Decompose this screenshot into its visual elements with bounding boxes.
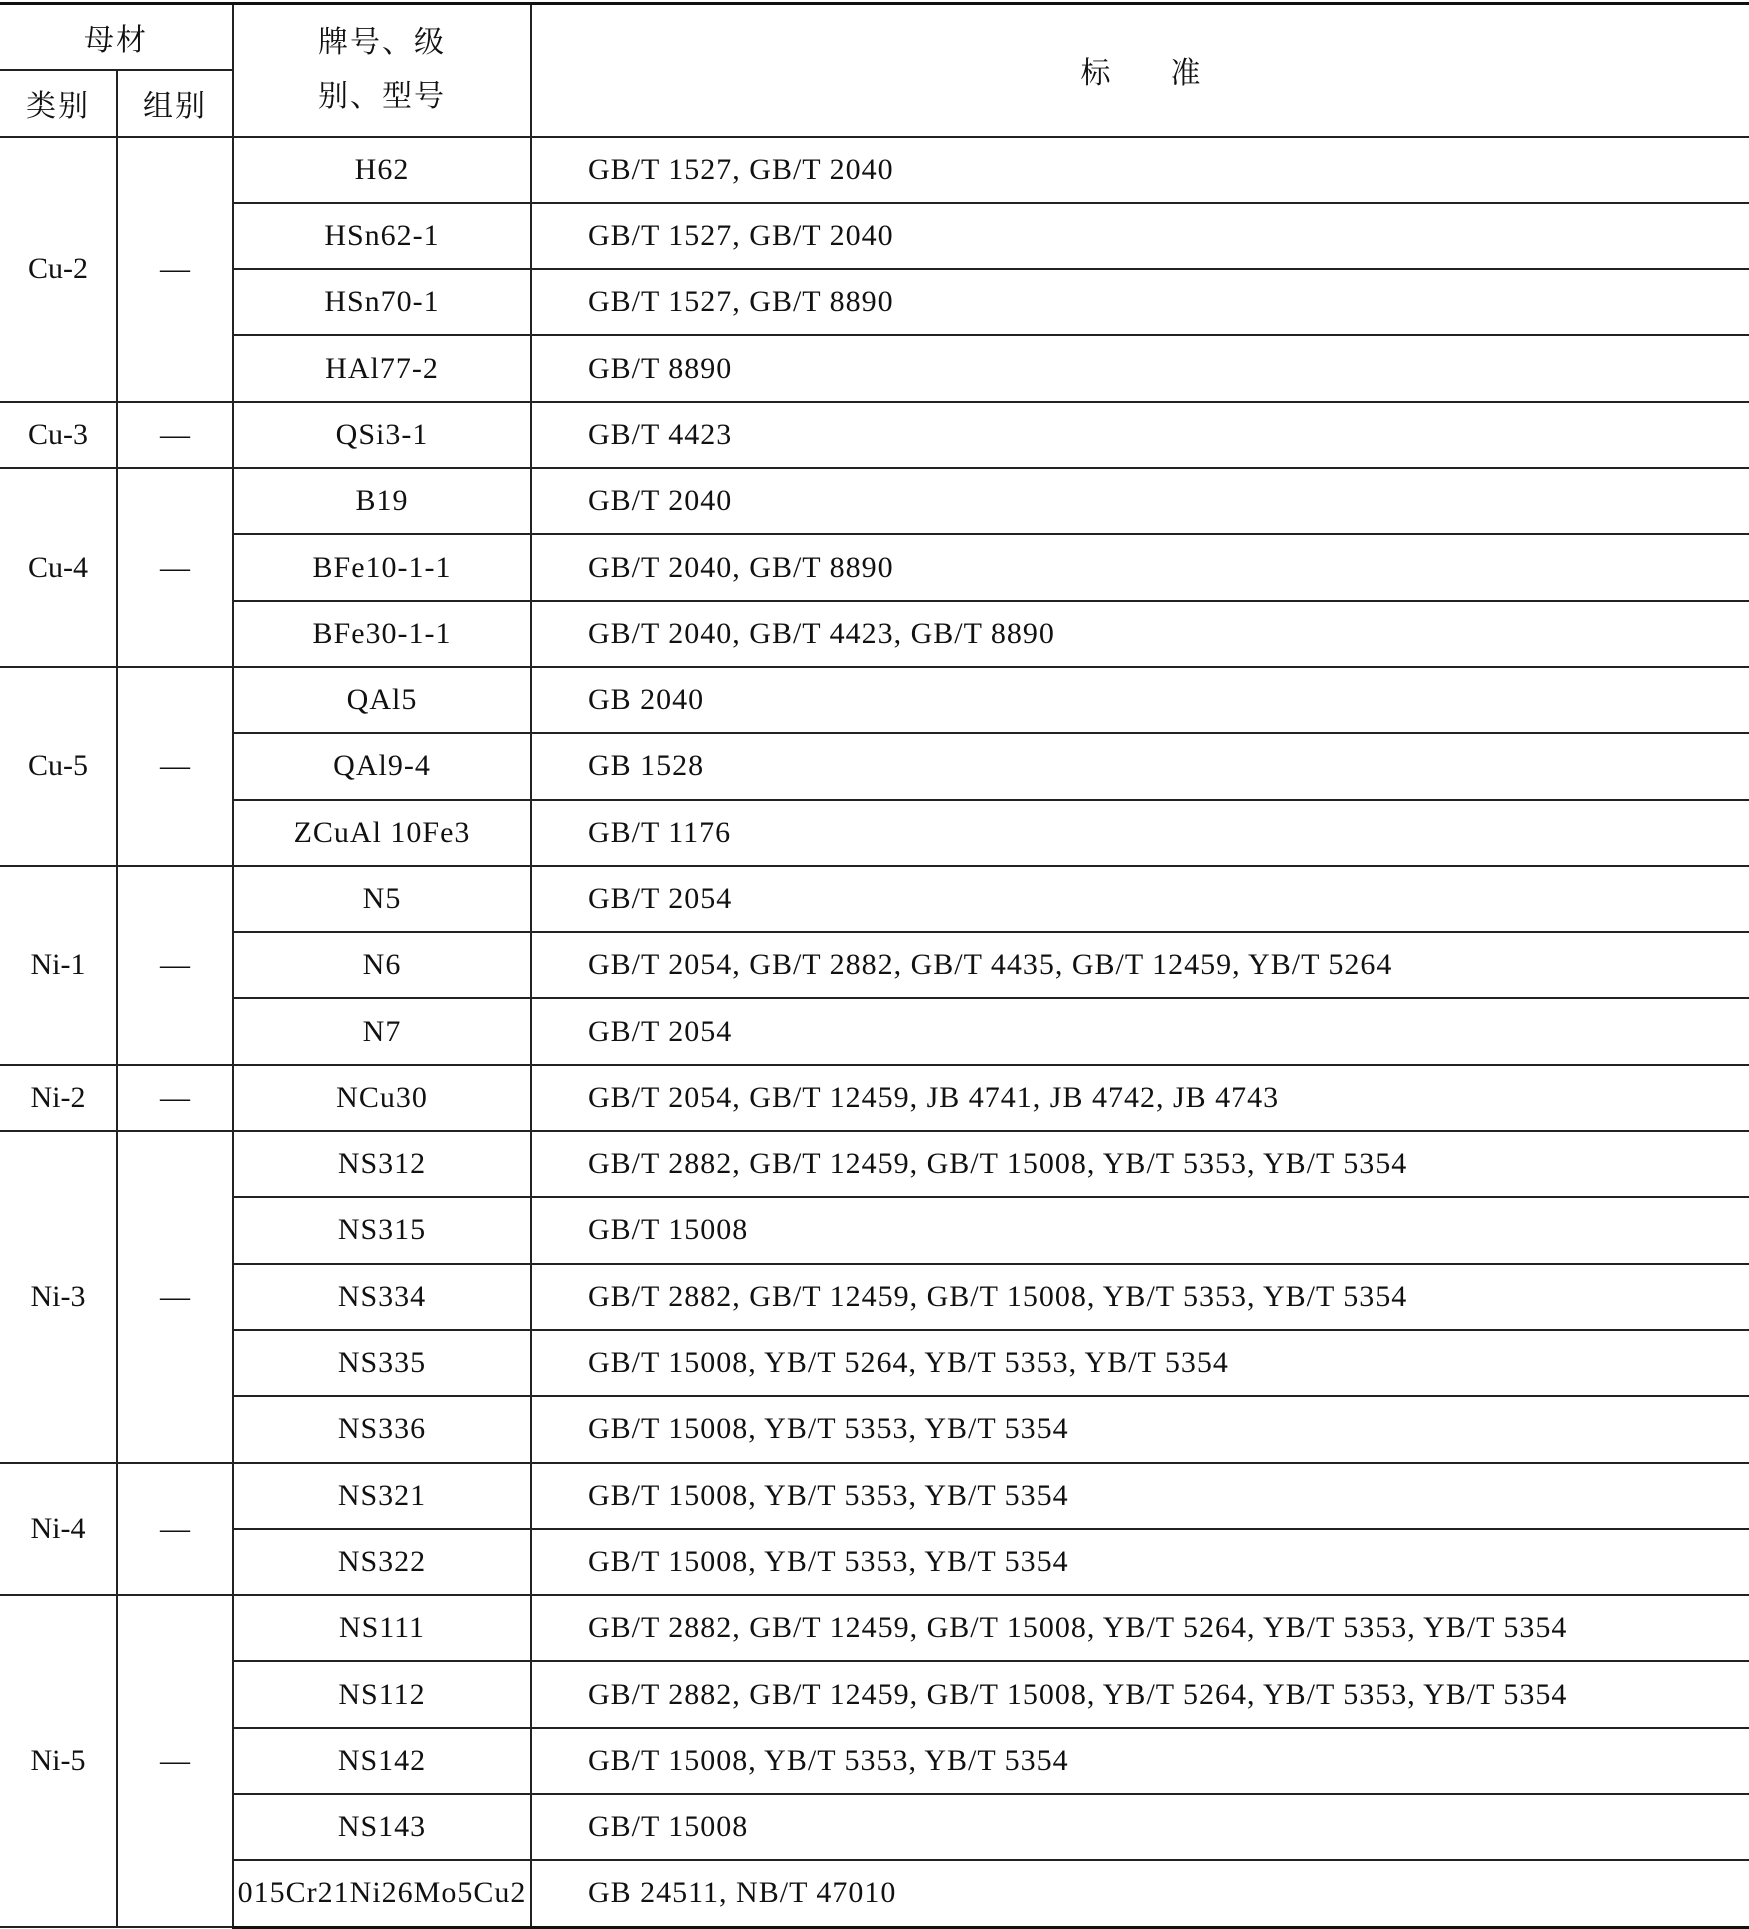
grade-cell: BFe30-1-1: [233, 601, 531, 667]
grade-cell: NS315: [233, 1197, 531, 1263]
grade-cell: NS112: [233, 1661, 531, 1727]
group-cell: —: [117, 1131, 233, 1462]
group-cell: —: [117, 667, 233, 866]
standard-header: 标准: [531, 4, 1749, 137]
grade-header: [233, 4, 531, 137]
standard-cell: GB 2040: [531, 667, 1749, 733]
standard-cell: GB 24511, NB/T 47010: [531, 1860, 1749, 1927]
table-row: [0, 601, 1749, 667]
table-row: [0, 1728, 1749, 1794]
group-header: 组别: [117, 70, 233, 136]
grade-cell: H62: [233, 137, 531, 203]
standard-cell: GB/T 2882, GB/T 12459, GB/T 15008, YB/T 5353, YB/T 5354: [531, 1131, 1749, 1197]
grade-cell: ZCuAl 10Fe3: [233, 800, 531, 866]
standard-cell: GB/T 1527, GB/T 2040: [531, 137, 1749, 203]
standard-cell: GB/T 15008: [531, 1794, 1749, 1860]
table-row: [0, 667, 1749, 733]
table-row: [0, 1131, 1749, 1197]
table-row: [0, 1661, 1749, 1727]
standard-cell: GB/T 2054, GB/T 2882, GB/T 4435, GB/T 12459, YB/T 5264: [531, 932, 1749, 998]
table-row: [0, 534, 1749, 600]
grade-cell: N5: [233, 866, 531, 932]
standard-cell: GB/T 2054, GB/T 12459, JB 4741, JB 4742, JB 4743: [531, 1065, 1749, 1131]
header-row-1: [0, 4, 1749, 71]
group-cell: —: [117, 137, 233, 402]
grade-cell: QAl9-4: [233, 733, 531, 799]
table-row: [0, 1396, 1749, 1462]
standard-cell: GB/T 8890: [531, 335, 1749, 401]
grade-header-line2: 别、型号: [318, 80, 446, 114]
table-row: [0, 269, 1749, 335]
grade-cell: N7: [233, 998, 531, 1064]
standard-cell: GB 1528: [531, 733, 1749, 799]
grade-cell: HAl77-2: [233, 335, 531, 401]
standard-cell: GB/T 2882, GB/T 12459, GB/T 15008, YB/T 5264, YB/T 5353, YB/T 5354: [531, 1595, 1749, 1661]
standard-cell: GB/T 1527, GB/T 2040: [531, 203, 1749, 269]
grade-cell: NS312: [233, 1131, 531, 1197]
standard-cell: GB/T 2040, GB/T 4423, GB/T 8890: [531, 601, 1749, 667]
table-row: [0, 1330, 1749, 1396]
category-cell: Ni-3: [0, 1131, 117, 1462]
category-cell: Cu-2: [0, 137, 117, 402]
grade-cell: HSn62-1: [233, 203, 531, 269]
table-body: [0, 137, 1749, 1928]
grade-cell: B19: [233, 468, 531, 534]
group-cell: —: [117, 1463, 233, 1596]
table-row: [0, 1595, 1749, 1661]
table-row: [0, 998, 1749, 1064]
grade-cell: NS336: [233, 1396, 531, 1462]
table-row: [0, 800, 1749, 866]
table-row: [0, 1065, 1749, 1131]
table-row: [0, 203, 1749, 269]
grade-cell: NS335: [233, 1330, 531, 1396]
standard-cell: GB/T 2882, GB/T 12459, GB/T 15008, YB/T 5264, YB/T 5353, YB/T 5354: [531, 1661, 1749, 1727]
category-cell: Ni-5: [0, 1595, 117, 1927]
standard-cell: GB/T 2054: [531, 998, 1749, 1064]
table-header: [0, 4, 1749, 137]
table-row: [0, 1794, 1749, 1860]
table-row: [0, 932, 1749, 998]
table-row: [0, 1529, 1749, 1595]
standard-cell: GB/T 2040: [531, 468, 1749, 534]
standard-cell: GB/T 15008, YB/T 5353, YB/T 5354: [531, 1463, 1749, 1529]
table-row: [0, 733, 1749, 799]
table-row: [0, 1463, 1749, 1529]
standard-cell: GB/T 1176: [531, 800, 1749, 866]
table-row: [0, 1860, 1749, 1927]
standard-cell: GB/T 2040, GB/T 8890: [531, 534, 1749, 600]
grade-cell: 015Cr21Ni26Mo5Cu2: [233, 1860, 531, 1927]
category-cell: Cu-4: [0, 468, 117, 667]
group-cell: —: [117, 402, 233, 468]
table-row: [0, 1264, 1749, 1330]
group-cell: —: [117, 1595, 233, 1927]
grade-cell: NCu30: [233, 1065, 531, 1131]
category-cell: Cu-5: [0, 667, 117, 866]
category-cell: Cu-3: [0, 402, 117, 468]
grade-cell: NS322: [233, 1529, 531, 1595]
category-cell: Ni-2: [0, 1065, 117, 1131]
group-cell: —: [117, 1065, 233, 1131]
standard-cell: GB/T 1527, GB/T 8890: [531, 269, 1749, 335]
standard-cell: GB/T 15008: [531, 1197, 1749, 1263]
category-cell: Ni-4: [0, 1463, 117, 1596]
grade-cell: BFe10-1-1: [233, 534, 531, 600]
base-metal-header: 母材: [0, 4, 233, 71]
category-header: 类别: [0, 70, 117, 136]
table-row: [0, 866, 1749, 932]
standard-cell: GB/T 15008, YB/T 5353, YB/T 5354: [531, 1396, 1749, 1462]
grade-cell: QSi3-1: [233, 402, 531, 468]
grade-cell: NS334: [233, 1264, 531, 1330]
standard-cell: GB/T 15008, YB/T 5353, YB/T 5354: [531, 1529, 1749, 1595]
table-row: [0, 468, 1749, 534]
standard-cell: GB/T 2882, GB/T 12459, GB/T 15008, YB/T 5353, YB/T 5354: [531, 1264, 1749, 1330]
grade-cell: NS111: [233, 1595, 531, 1661]
table-row: [0, 1197, 1749, 1263]
table-row: [0, 402, 1749, 468]
standard-cell: GB/T 2054: [531, 866, 1749, 932]
grade-cell: HSn70-1: [233, 269, 531, 335]
standard-cell: GB/T 4423: [531, 402, 1749, 468]
group-cell: —: [117, 468, 233, 667]
grade-cell: QAl5: [233, 667, 531, 733]
standard-cell: GB/T 15008, YB/T 5353, YB/T 5354: [531, 1728, 1749, 1794]
standard-cell: GB/T 15008, YB/T 5264, YB/T 5353, YB/T 5354: [531, 1330, 1749, 1396]
grade-header-line1: 牌号、级: [318, 26, 446, 60]
category-cell: Ni-1: [0, 866, 117, 1065]
group-cell: —: [117, 866, 233, 1065]
table-row: [0, 137, 1749, 203]
standards-table: [0, 2, 1749, 1929]
grade-cell: NS321: [233, 1463, 531, 1529]
grade-cell: NS142: [233, 1728, 531, 1794]
grade-cell: N6: [233, 932, 531, 998]
grade-cell: NS143: [233, 1794, 531, 1860]
table-row: [0, 335, 1749, 401]
